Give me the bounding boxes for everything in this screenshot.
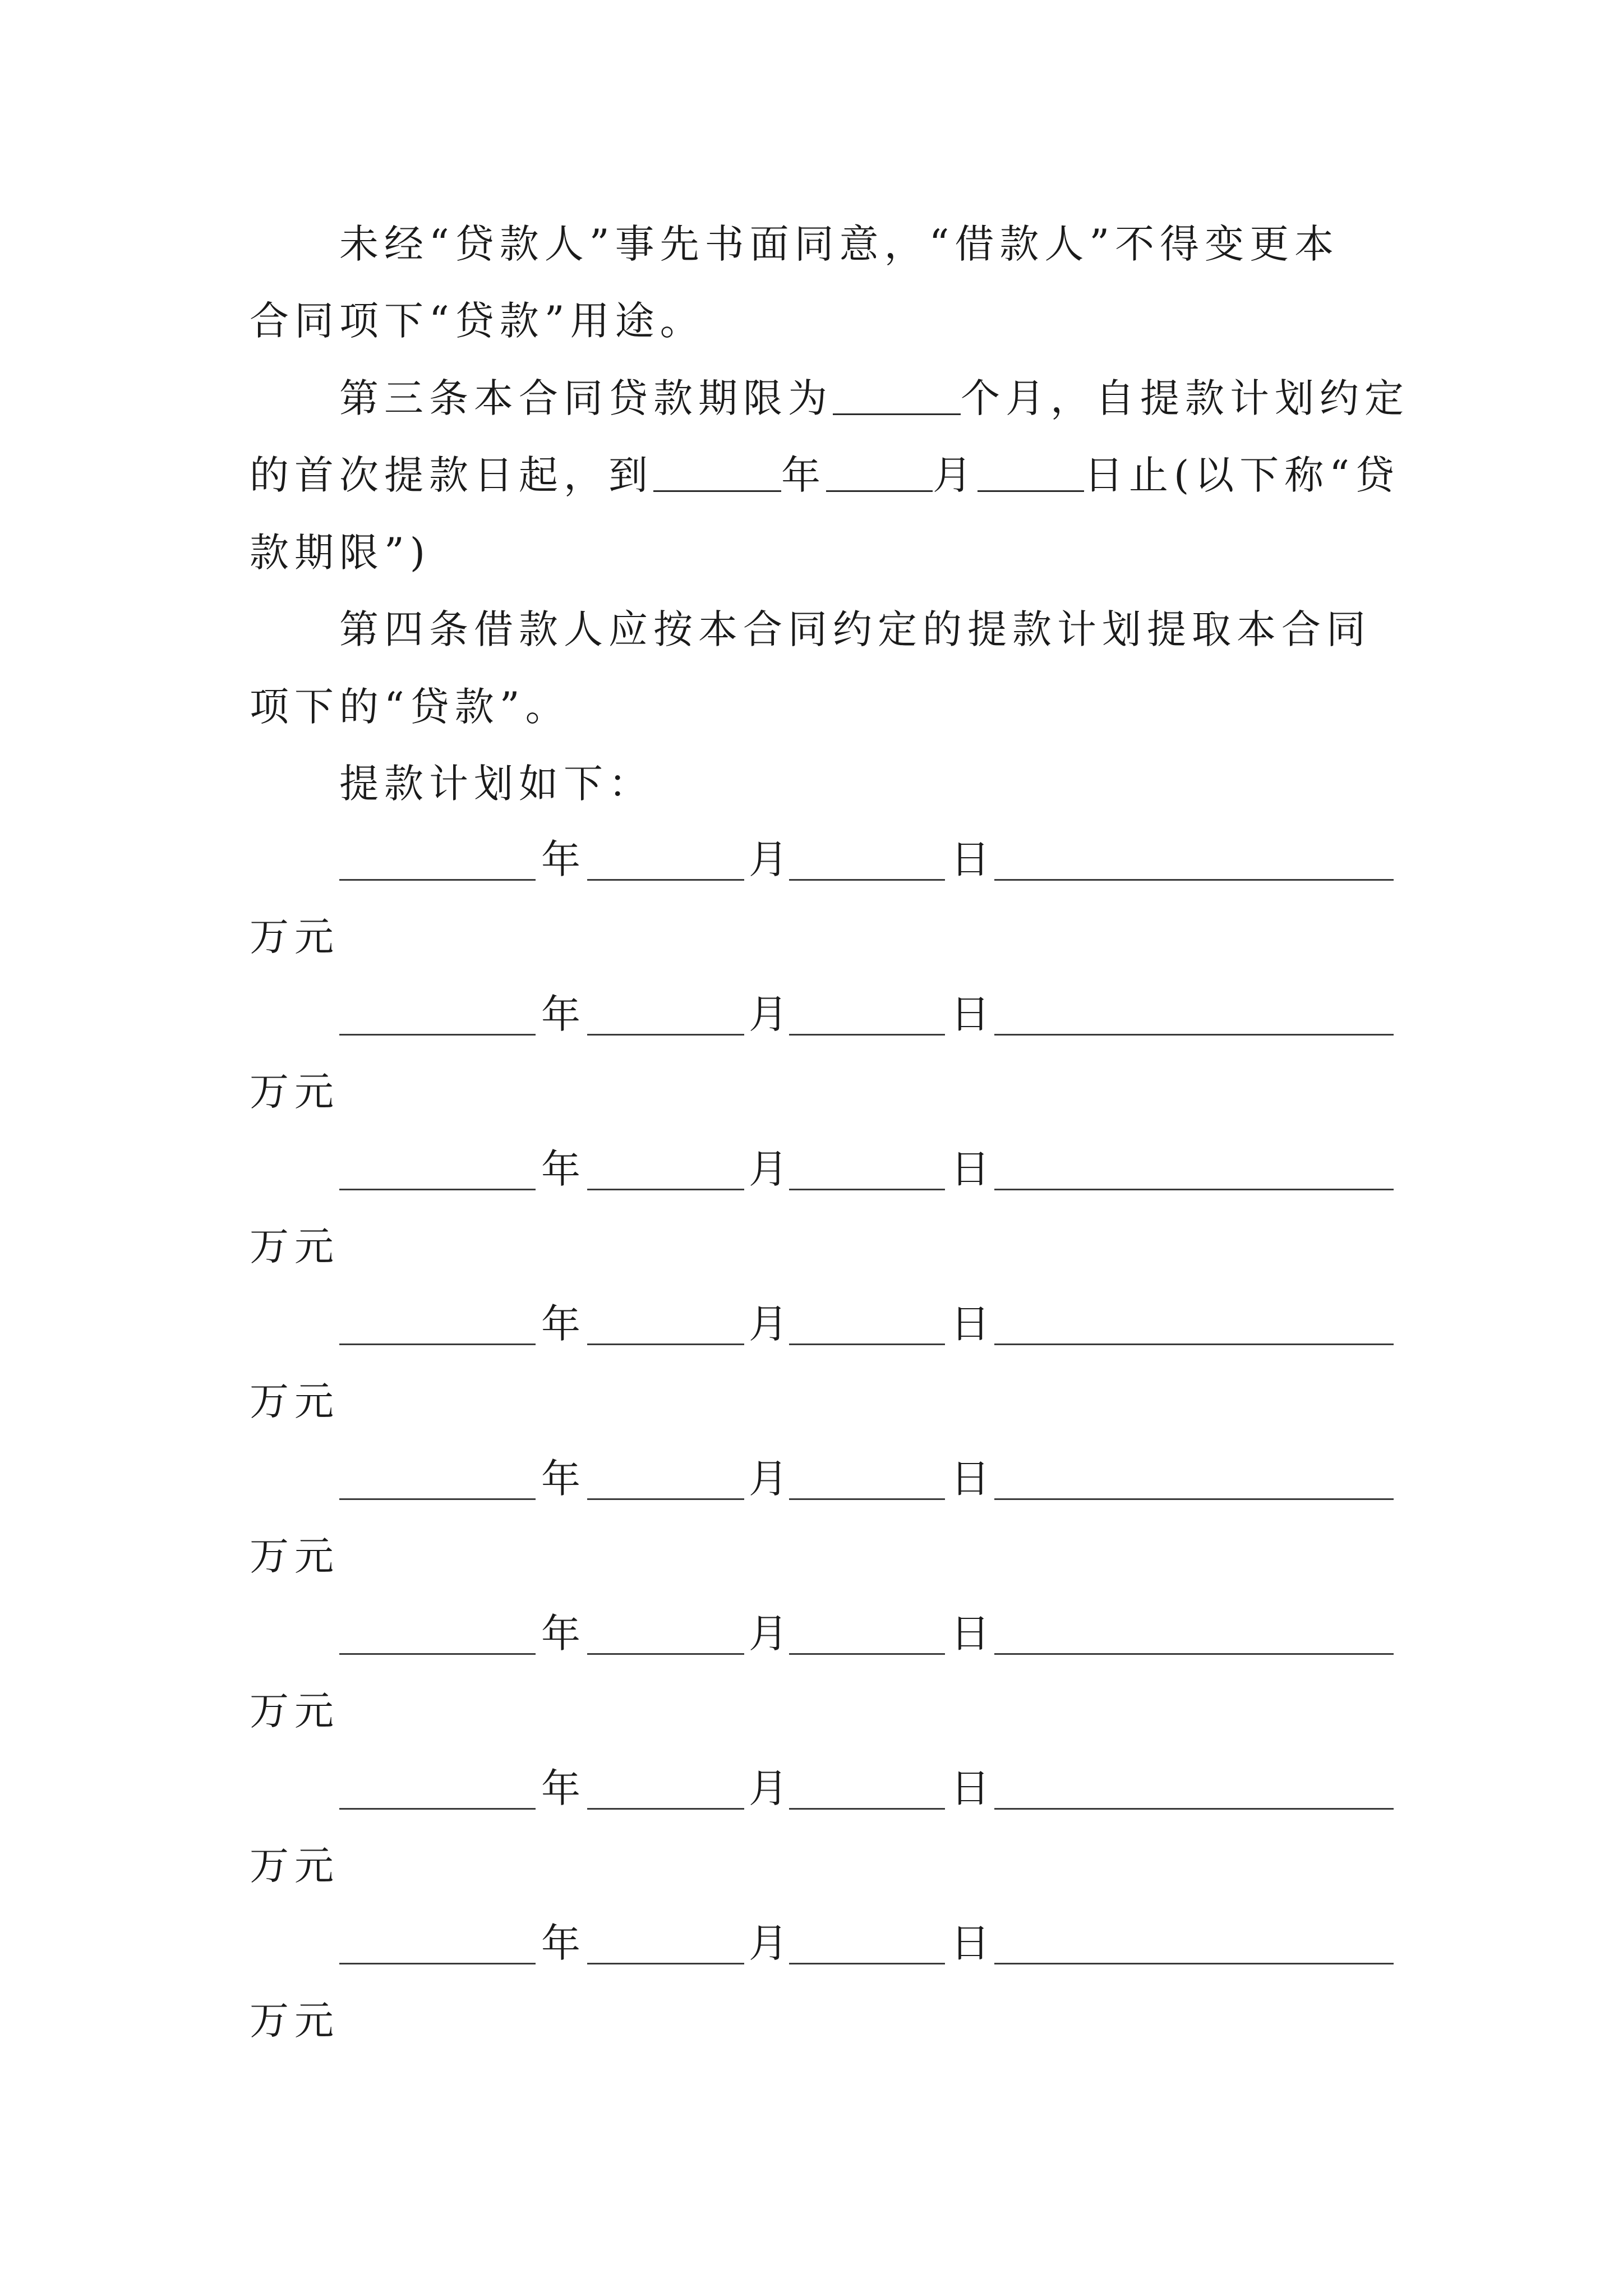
month-label: 月 xyxy=(749,1611,788,1657)
amount-blank[interactable] xyxy=(994,1343,1394,1345)
year-label: 年 xyxy=(541,1146,580,1192)
schedule-row xyxy=(339,836,1394,885)
year-blank[interactable] xyxy=(339,1653,536,1655)
year-blank[interactable] xyxy=(339,1343,536,1345)
day-label: 日 xyxy=(951,991,990,1037)
clause-paragraph-line: 合同项下“贷款”用途。 xyxy=(250,298,705,344)
article-three-line-2 xyxy=(250,452,1400,498)
day-blank[interactable] xyxy=(789,1808,945,1810)
amount-unit-label: 万元 xyxy=(250,1223,339,1269)
day-label: 日 xyxy=(951,1920,990,1966)
year-blank[interactable] xyxy=(339,1034,536,1036)
day-label: 日 xyxy=(951,1611,990,1657)
amount-blank[interactable] xyxy=(994,1808,1394,1810)
month-blank[interactable] xyxy=(587,1189,744,1190)
article-three-text: 日止(以下称“贷 xyxy=(1084,452,1400,498)
year-blank[interactable] xyxy=(339,1498,536,1500)
year-label: 年 xyxy=(541,1611,580,1657)
year-label: 年 xyxy=(781,452,826,498)
article-four-line-2: 项下的“贷款”。 xyxy=(250,684,570,730)
month-label: 月 xyxy=(749,1301,788,1347)
article-four-line-1: 第四条借款人应按本合同约定的提款计划提取本合同 xyxy=(339,606,1371,652)
day-blank[interactable] xyxy=(789,879,945,881)
day-label: 日 xyxy=(951,1456,990,1502)
article-three-text: 个月，自提款计划约定 xyxy=(961,375,1409,421)
amount-blank[interactable] xyxy=(994,879,1394,881)
day-label: 日 xyxy=(951,836,990,882)
month-label: 月 xyxy=(749,991,788,1037)
day-blank[interactable] xyxy=(789,1963,945,1964)
month-label: 月 xyxy=(749,1456,788,1502)
schedule-row xyxy=(339,991,1394,1039)
year-blank[interactable] xyxy=(339,879,536,881)
amount-unit-label: 万元 xyxy=(250,1688,339,1734)
year-label: 年 xyxy=(541,991,580,1037)
day-blank[interactable] xyxy=(789,1343,945,1345)
day-label: 日 xyxy=(951,1146,990,1192)
month-label: 月 xyxy=(749,836,788,882)
month-blank[interactable] xyxy=(587,1343,744,1345)
month-blank[interactable] xyxy=(587,1034,744,1036)
month-label: 月 xyxy=(933,452,978,498)
day-blank[interactable] xyxy=(789,1189,945,1190)
amount-unit-label: 万元 xyxy=(250,1533,339,1579)
amount-unit-label: 万元 xyxy=(250,1378,339,1424)
schedule-row xyxy=(339,1146,1394,1194)
term-months-blank[interactable] xyxy=(833,380,961,415)
schedule-row xyxy=(339,1301,1394,1349)
withdrawal-plan-title: 提款计划如下： xyxy=(339,761,653,807)
amount-blank[interactable] xyxy=(994,1034,1394,1036)
schedule-row xyxy=(339,1611,1394,1659)
month-blank[interactable] xyxy=(587,1808,744,1810)
year-label: 年 xyxy=(541,836,580,882)
month-label: 月 xyxy=(749,1920,788,1966)
end-month-blank[interactable] xyxy=(826,457,933,492)
article-three-line-1 xyxy=(339,375,1409,421)
amount-unit-label: 万元 xyxy=(250,1998,339,2044)
year-label: 年 xyxy=(541,1765,580,1811)
amount-blank[interactable] xyxy=(994,1498,1394,1500)
year-blank[interactable] xyxy=(339,1808,536,1810)
day-label: 日 xyxy=(951,1301,990,1347)
year-label: 年 xyxy=(541,1920,580,1966)
month-blank[interactable] xyxy=(587,1653,744,1655)
year-blank[interactable] xyxy=(339,1189,536,1190)
year-blank[interactable] xyxy=(339,1963,536,1964)
end-day-blank[interactable] xyxy=(978,457,1084,492)
amount-unit-label: 万元 xyxy=(250,1843,339,1889)
day-blank[interactable] xyxy=(789,1498,945,1500)
year-label: 年 xyxy=(541,1456,580,1502)
schedule-row xyxy=(339,1456,1394,1504)
amount-blank[interactable] xyxy=(994,1963,1394,1964)
amount-blank[interactable] xyxy=(994,1189,1394,1190)
end-year-blank[interactable] xyxy=(653,457,781,492)
month-blank[interactable] xyxy=(587,879,744,881)
article-three-text: 第三条本合同贷款期限为 xyxy=(339,375,833,421)
month-blank[interactable] xyxy=(587,1498,744,1500)
schedule-row xyxy=(339,1920,1394,1968)
day-label: 日 xyxy=(951,1765,990,1811)
month-label: 月 xyxy=(749,1146,788,1192)
year-label: 年 xyxy=(541,1301,580,1347)
article-three-line-3: 款期限”) xyxy=(250,530,431,576)
day-blank[interactable] xyxy=(789,1034,945,1036)
month-label: 月 xyxy=(749,1765,788,1811)
clause-paragraph-line: 未经“贷款人”事先书面同意，“借款人”不得变更本 xyxy=(339,221,1340,267)
amount-unit-label: 万元 xyxy=(250,1069,339,1115)
article-three-text: 的首次提款日起，到 xyxy=(250,452,653,498)
amount-unit-label: 万元 xyxy=(250,914,339,960)
schedule-row xyxy=(339,1765,1394,1814)
amount-blank[interactable] xyxy=(994,1653,1394,1655)
month-blank[interactable] xyxy=(587,1963,744,1964)
day-blank[interactable] xyxy=(789,1653,945,1655)
